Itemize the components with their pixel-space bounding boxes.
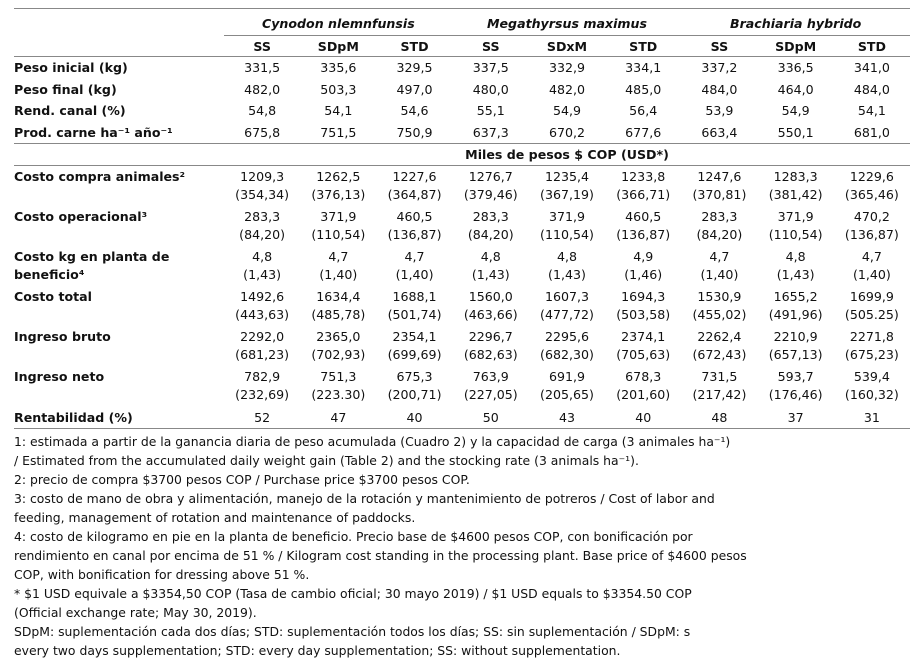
footnote-line: COP, with bonification for dressing above 51 %. <box>14 567 310 582</box>
cell-value <box>681 286 757 326</box>
cell-value: 54,9 <box>552 103 581 119</box>
usd-value: (672,43) <box>692 347 747 362</box>
cell-value <box>300 246 376 286</box>
table-row <box>14 122 910 144</box>
cell-value <box>758 246 834 286</box>
usd-value: (176,46) <box>768 387 823 402</box>
usd-value: (110,54) <box>768 227 823 242</box>
cell-value: 663,4 <box>701 124 738 140</box>
usd-value: (463,66) <box>463 307 518 322</box>
column-header: STD <box>400 38 429 54</box>
cell-value <box>300 286 376 326</box>
cell-value: 503,3 <box>320 81 357 97</box>
cell-value <box>758 286 834 326</box>
usd-value: (354,34) <box>235 187 290 202</box>
cell-value: 48 <box>681 406 757 429</box>
cop-value: 2262,4 <box>697 329 742 344</box>
usd-value: (379,46) <box>463 187 518 202</box>
cell-value: 31 <box>834 406 910 429</box>
cop-value: 763,9 <box>472 369 509 384</box>
cop-value: 4,7 <box>861 249 882 264</box>
cop-value: 1262,5 <box>316 169 361 184</box>
table-row <box>14 100 910 122</box>
cop-value: 1283,3 <box>773 169 818 184</box>
column-header: SDpM <box>775 38 817 54</box>
cell-value: 681,0 <box>853 124 890 140</box>
usd-value: (364,87) <box>387 187 442 202</box>
cell-value <box>605 286 681 326</box>
cell-value: 480,0 <box>472 81 509 97</box>
cell-value <box>453 246 529 286</box>
cell-value <box>681 206 757 246</box>
usd-value: (699,69) <box>387 347 442 362</box>
cell-value <box>529 366 605 406</box>
cop-value: 4,7 <box>709 249 730 264</box>
cell-value <box>758 366 834 406</box>
usd-value: (1,40) <box>395 267 434 282</box>
cell-value: 55,1 <box>476 103 505 119</box>
row-label <box>14 246 224 286</box>
group-header: Brachiaria hybrido <box>681 9 910 36</box>
cell-value <box>224 246 300 286</box>
row-label <box>14 166 224 207</box>
cell-value: 337,5 <box>453 57 529 79</box>
cop-value: 4,7 <box>404 249 425 264</box>
cell-value: 464,0 <box>777 81 814 97</box>
usd-value: (227,05) <box>463 387 518 402</box>
cell-value <box>758 166 834 207</box>
footnotes <box>14 432 914 660</box>
cell-value: 50 <box>453 406 529 429</box>
usd-value: (503,58) <box>616 307 671 322</box>
row-label-line: Costo operacional³ <box>14 209 148 224</box>
usd-value: (455,02) <box>692 307 747 322</box>
column-header: SS <box>481 38 500 54</box>
cop-value: 593,7 <box>777 369 814 384</box>
cop-value: 371,9 <box>320 209 357 224</box>
usd-value: (217,42) <box>692 387 747 402</box>
column-header: SS <box>253 38 271 54</box>
cop-value: 4,8 <box>785 249 806 264</box>
footnote-line: SDpM: suplementación cada dos días; STD: suplementación todos los días; SS: sin suplementación / SDpM: s <box>14 624 691 639</box>
cell-value: 485,0 <box>625 81 662 97</box>
usd-value: (136,87) <box>844 227 899 242</box>
cop-value: 2365,0 <box>316 329 361 344</box>
cell-value <box>605 366 681 406</box>
usd-value: (1,40) <box>852 267 891 282</box>
footnote-line: every two days supplementation; STD: every day supplementation; SS: without supplementation. <box>14 643 621 658</box>
cell-value <box>681 166 757 207</box>
table-row <box>14 166 910 207</box>
cell-value <box>300 166 376 207</box>
cop-value: 731,5 <box>701 369 738 384</box>
cell-value <box>605 246 681 286</box>
footnote-line: rendimiento en canal por encima de 51 % / Kilogram cost standing in the processing plant. Base price of $4600 pesos <box>14 548 747 563</box>
cell-value: 54,6 <box>400 103 429 119</box>
row-label <box>14 286 224 326</box>
cell-value: 677,6 <box>625 124 662 140</box>
usd-value: (657,13) <box>768 347 823 362</box>
row-label: Peso final (kg) <box>14 81 117 97</box>
usd-value: (505.25) <box>844 307 899 322</box>
results-table <box>14 8 910 429</box>
cell-value: 341,0 <box>834 57 910 79</box>
cell-value: 484,0 <box>853 81 890 97</box>
cell-value <box>605 166 681 207</box>
usd-value: (501,74) <box>387 307 442 322</box>
usd-value: (367,19) <box>540 187 594 202</box>
usd-value: (84,20) <box>239 227 286 242</box>
cell-value <box>453 366 529 406</box>
cell-value: 334,1 <box>605 57 681 79</box>
cell-value: 54,9 <box>781 103 810 119</box>
usd-value: (682,63) <box>463 347 518 362</box>
cell-value <box>529 286 605 326</box>
table-row <box>14 406 910 429</box>
row-label <box>14 366 224 406</box>
footnote-line: / Estimated from the accumulated daily weight gain (Table 2) and the stocking rate (3 animals ha⁻¹). <box>14 453 639 468</box>
usd-value: (365,46) <box>844 187 899 202</box>
cell-value <box>300 206 376 246</box>
usd-value: (1,40) <box>319 267 358 282</box>
cell-value <box>376 326 452 366</box>
cop-value: 371,9 <box>777 209 814 224</box>
cell-value: 750,9 <box>396 124 433 140</box>
cell-value <box>376 286 452 326</box>
cell-value <box>453 166 529 207</box>
cell-value: 497,0 <box>396 81 433 97</box>
cell-value: 337,2 <box>681 57 757 79</box>
footnote-line: * $1 USD equivale a $3354,50 COP (Tasa de cambio oficial; 30 mayo 2019) / $1 USD equals to $3354.50 COP <box>14 586 692 601</box>
cop-value: 283,3 <box>701 209 738 224</box>
cop-value: 1227,6 <box>392 169 437 184</box>
cell-value: 637,3 <box>472 124 509 140</box>
usd-value: (491,96) <box>768 307 823 322</box>
row-label: Rentabilidad (%) <box>14 406 224 429</box>
column-header: SDpM <box>317 38 359 54</box>
cell-value <box>834 246 910 286</box>
cop-value: 1276,7 <box>468 169 513 184</box>
footnote-line: 4: costo de kilogramo en pie en la planta de beneficio. Precio base de $4600 pesos COP, con bonificación por <box>14 529 693 544</box>
cop-value: 371,9 <box>548 209 586 224</box>
usd-value: (477,72) <box>540 307 594 322</box>
cell-value: 53,9 <box>705 103 734 119</box>
usd-value: (443,63) <box>235 307 290 322</box>
cop-value: 4,8 <box>556 249 577 264</box>
column-header: STD <box>857 38 886 54</box>
cop-value: 1699,9 <box>849 289 894 304</box>
footnote-line: 3: costo de mano de obra y alimentación, manejo de la rotación y mantenimiento de potreros / Cost of labor and <box>14 491 715 506</box>
cell-value: 335,6 <box>300 57 376 79</box>
usd-value: (1,40) <box>700 267 739 282</box>
usd-value: (381,42) <box>768 187 823 202</box>
footnote-line: feeding, management of rotation and maintenance of paddocks. <box>14 510 416 525</box>
cell-value <box>300 366 376 406</box>
cell-value <box>758 206 834 246</box>
row-label: Prod. carne ha⁻¹ año⁻¹ <box>14 124 173 140</box>
cell-value <box>681 326 757 366</box>
cell-value <box>376 166 452 207</box>
cell-value <box>376 366 452 406</box>
cell-value <box>529 326 605 366</box>
currency-header: Miles de pesos $ COP (USD*) <box>224 144 910 166</box>
cop-value: 675,3 <box>396 369 433 384</box>
cell-value <box>224 166 300 207</box>
usd-value: (1,46) <box>624 267 663 282</box>
cop-value: 470,2 <box>853 209 890 224</box>
column-header: SDxM <box>546 38 588 54</box>
column-header: STD <box>629 38 658 54</box>
cell-value <box>758 326 834 366</box>
cop-value: 782,9 <box>244 369 281 384</box>
usd-value: (681,23) <box>235 347 290 362</box>
cell-value <box>529 166 605 207</box>
row-label-line: Costo kg en planta de <box>14 249 170 264</box>
cell-value <box>376 246 452 286</box>
table-row <box>14 286 910 326</box>
usd-value: (1,43) <box>243 267 282 282</box>
usd-value: (136,87) <box>616 227 671 242</box>
cell-value <box>834 206 910 246</box>
cop-value: 1229,6 <box>849 169 894 184</box>
usd-value: (370,81) <box>692 187 747 202</box>
cell-value <box>681 366 757 406</box>
group-header: Cynodon nlemnfunsis <box>224 9 453 36</box>
cop-value: 4,9 <box>633 249 654 264</box>
cell-value <box>834 166 910 207</box>
table-row <box>14 57 910 79</box>
cell-value <box>224 326 300 366</box>
cell-value: 331,5 <box>224 57 300 79</box>
row-label <box>14 206 224 246</box>
row-label-line: beneficio⁴ <box>14 267 85 282</box>
cop-value: 1655,2 <box>773 289 818 304</box>
usd-value: (702,93) <box>311 347 366 362</box>
cop-value: 460,5 <box>625 209 662 224</box>
cell-value <box>529 246 605 286</box>
cell-value: 43 <box>529 406 605 429</box>
cell-value: 47 <box>300 406 376 429</box>
cop-value: 751,3 <box>320 369 357 384</box>
table-row <box>14 326 910 366</box>
cell-value: 54,8 <box>248 103 277 119</box>
row-label-line: Ingreso neto <box>14 369 105 384</box>
usd-value: (201,60) <box>616 387 671 402</box>
row-label: Peso inicial (kg) <box>14 57 224 79</box>
cop-value: 678,3 <box>625 369 662 384</box>
cell-value: 56,4 <box>629 103 658 119</box>
cell-value <box>453 286 529 326</box>
usd-value: (136,87) <box>387 227 442 242</box>
cop-value: 2354,1 <box>392 329 437 344</box>
cop-value: 2210,9 <box>773 329 818 344</box>
cop-value: 2271,8 <box>849 329 894 344</box>
group-header-row <box>14 9 910 36</box>
table-row <box>14 79 910 101</box>
cell-value <box>605 206 681 246</box>
group-header: Megathyrsus maximus <box>453 9 682 36</box>
cop-value: 1235,4 <box>544 169 590 184</box>
usd-value: (1,43) <box>776 267 815 282</box>
cop-value: 2374,1 <box>621 329 666 344</box>
cell-value: 751,5 <box>320 124 357 140</box>
cell-value: 37 <box>758 406 834 429</box>
row-label-line: Ingreso bruto <box>14 329 111 344</box>
usd-value: (675,23) <box>844 347 899 362</box>
cell-value: 675,8 <box>244 124 281 140</box>
cell-value <box>224 286 300 326</box>
cell-value: 329,5 <box>376 57 452 79</box>
cell-value <box>300 326 376 366</box>
footnote-line: 1: estimada a partir de la ganancia diaria de peso acumulada (Cuadro 2) y la capacidad de carga (3 animales ha⁻¹) <box>14 434 731 449</box>
cell-value <box>681 246 757 286</box>
usd-value: (160,32) <box>844 387 899 402</box>
cop-value: 1492,6 <box>240 289 285 304</box>
usd-value: (84,20) <box>696 227 743 242</box>
cop-value: 1530,9 <box>697 289 742 304</box>
cell-value: 550,1 <box>777 124 814 140</box>
cell-value: 482,0 <box>548 81 586 97</box>
usd-value: (84,20) <box>467 227 514 242</box>
cop-value: 4,8 <box>252 249 273 264</box>
cop-value: 2296,7 <box>468 329 513 344</box>
cell-value: 54,1 <box>324 103 353 119</box>
cell-value <box>224 366 300 406</box>
cell-value <box>605 326 681 366</box>
cell-value: 332,9 <box>529 57 605 79</box>
cop-value: 1247,6 <box>697 169 742 184</box>
cop-value: 283,3 <box>244 209 281 224</box>
cop-value: 1233,8 <box>621 169 666 184</box>
cell-value: 54,1 <box>857 103 886 119</box>
cell-value <box>453 206 529 246</box>
usd-value: (366,71) <box>616 187 671 202</box>
usd-value: (1,43) <box>471 267 510 282</box>
cell-value: 670,2 <box>548 124 586 140</box>
usd-value: (705,63) <box>616 347 671 362</box>
cell-value <box>453 326 529 366</box>
table-row <box>14 206 910 246</box>
usd-value: (110,54) <box>311 227 366 242</box>
cell-value <box>834 286 910 326</box>
cell-value: 484,0 <box>701 81 738 97</box>
cop-value: 1688,1 <box>392 289 437 304</box>
usd-value: (205,65) <box>540 387 594 402</box>
usd-value: (110,54) <box>540 227 594 242</box>
cell-value: 482,0 <box>244 81 281 97</box>
cop-value: 1209,3 <box>240 169 285 184</box>
cop-value: 691,9 <box>548 369 586 384</box>
subheader-row <box>14 36 910 57</box>
cell-value <box>834 326 910 366</box>
row-label-line: Costo compra animales² <box>14 169 186 184</box>
row-label: Rend. canal (%) <box>14 103 126 119</box>
cell-value <box>224 206 300 246</box>
table-row <box>14 366 910 406</box>
usd-value: (200,71) <box>387 387 442 402</box>
currency-header-row <box>14 144 910 166</box>
cop-value: 2292,0 <box>240 329 285 344</box>
usd-value: (485,78) <box>311 307 366 322</box>
cop-value: 539,4 <box>853 369 890 384</box>
row-label <box>14 326 224 366</box>
cell-value: 52 <box>224 406 300 429</box>
cell-value <box>834 366 910 406</box>
table-row <box>14 246 910 286</box>
cell-value: 336,5 <box>758 57 834 79</box>
footnote-line: (Official exchange rate; May 30, 2019). <box>14 605 257 620</box>
footnote-line: 2: precio de compra $3700 pesos COP / Purchase price $3700 pesos COP. <box>14 472 470 487</box>
cop-value: 1607,3 <box>544 289 590 304</box>
cop-value: 4,8 <box>480 249 501 264</box>
usd-value: (682,30) <box>540 347 594 362</box>
cell-value <box>376 206 452 246</box>
column-header: SS <box>710 38 729 54</box>
cop-value: 4,7 <box>328 249 349 264</box>
cop-value: 2295,6 <box>544 329 590 344</box>
cell-value <box>529 206 605 246</box>
cop-value: 460,5 <box>396 209 433 224</box>
spacer <box>14 144 224 166</box>
cop-value: 1694,3 <box>621 289 666 304</box>
row-label-line: Costo total <box>14 289 92 304</box>
cell-value: 40 <box>376 406 452 429</box>
usd-value: (223.30) <box>311 387 366 402</box>
cop-value: 1560,0 <box>468 289 513 304</box>
cop-value: 283,3 <box>472 209 509 224</box>
usd-value: (1,43) <box>548 267 586 282</box>
cop-value: 1634,4 <box>316 289 361 304</box>
cell-value: 40 <box>605 406 681 429</box>
usd-value: (232,69) <box>235 387 290 402</box>
usd-value: (376,13) <box>311 187 366 202</box>
